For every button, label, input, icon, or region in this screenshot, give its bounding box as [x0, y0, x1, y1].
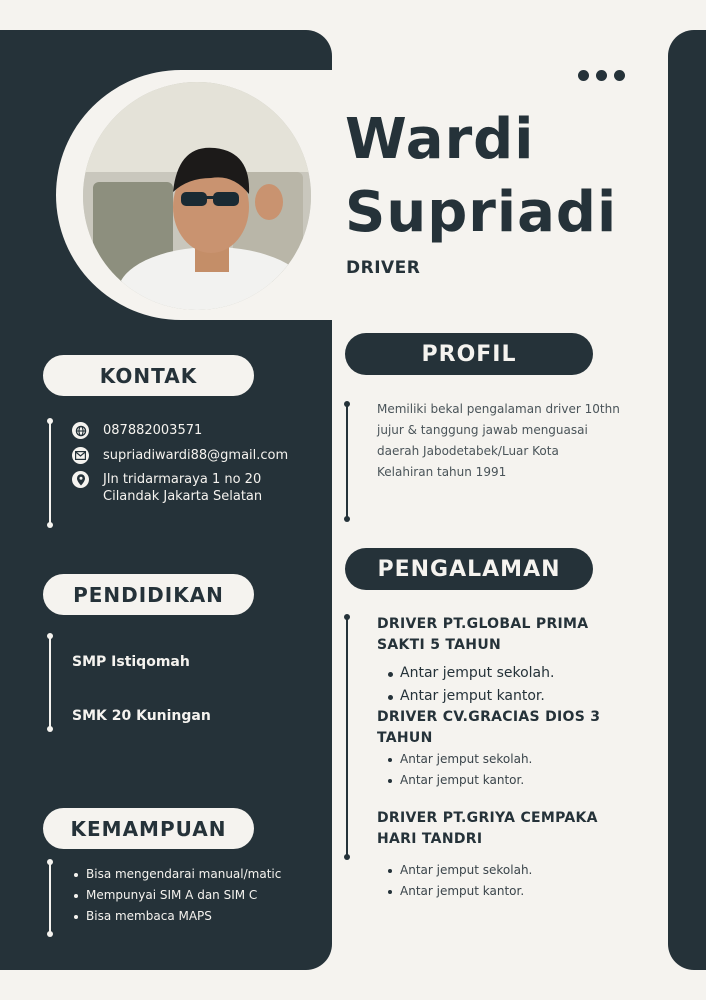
job-duty: Antar jemput kantor.	[386, 881, 532, 902]
experience-timeline	[346, 617, 348, 857]
contact-phone: 087882003571	[103, 423, 203, 438]
job-title-line: SAKTI 5 TAHUN	[377, 637, 502, 653]
profile-line: Kelahiran tahun 1991	[377, 465, 507, 479]
globe-icon	[72, 422, 89, 439]
education-item: SMP Istiqomah	[72, 654, 190, 670]
job-duty: Antar jemput sekolah.	[386, 662, 554, 685]
education-timeline	[49, 636, 51, 729]
education-heading: PENDIDIKAN	[43, 574, 254, 615]
job-duty: Antar jemput kantor.	[386, 770, 532, 791]
skills-heading: KEMAMPUAN	[43, 808, 254, 849]
job-title-line: DRIVER PT.GLOBAL PRIMA	[377, 616, 589, 632]
contact-email-row	[72, 447, 288, 464]
job-duties	[386, 662, 554, 708]
job-title-line: DRIVER PT.GRIYA CEMPAKA	[377, 810, 598, 826]
first-name: Wardi	[345, 107, 535, 172]
job-title-line: TAHUN	[377, 730, 433, 746]
profile-summary	[377, 399, 637, 483]
contact-address-line2: Cilandak Jakarta Selatan	[103, 489, 263, 504]
contact-phone-row	[72, 422, 202, 439]
job-duty: Antar jemput sekolah.	[386, 860, 532, 881]
job-title	[377, 614, 607, 656]
right-decorative-bar	[668, 30, 706, 970]
experience-heading: PENGALAMAN	[345, 548, 593, 590]
contact-heading: KONTAK	[43, 355, 254, 396]
profile-line: jujur & tanggung jawab menguasai	[377, 423, 588, 437]
profile-heading: PROFIL	[345, 333, 593, 375]
contact-address-line1: Jln tridarmaraya 1 no 20	[103, 472, 262, 487]
skill-item: Mempunyai SIM A dan SIM C	[72, 885, 281, 906]
job-title	[377, 808, 607, 850]
job-duty: Antar jemput kantor.	[386, 685, 554, 708]
contact-address-row	[72, 471, 262, 505]
job-duty: Antar jemput sekolah.	[386, 749, 532, 770]
mail-icon	[72, 447, 89, 464]
skill-item: Bisa membaca MAPS	[72, 906, 281, 927]
skills-list	[72, 864, 281, 927]
profile-photo	[83, 82, 311, 310]
job-role: DRIVER	[346, 258, 421, 278]
job-title-line: HARI TANDRI	[377, 831, 483, 847]
more-dots-icon	[578, 70, 625, 81]
education-item: SMK 20 Kuningan	[72, 708, 211, 724]
skill-item: Bisa mengendarai manual/matic	[72, 864, 281, 885]
job-duties	[386, 860, 532, 902]
profile-timeline	[346, 404, 348, 519]
location-pin-icon	[72, 471, 89, 488]
skills-timeline	[49, 862, 51, 934]
last-name: Supriadi	[345, 180, 618, 245]
contact-email: supriadiwardi88@gmail.com	[103, 448, 289, 463]
contact-timeline	[49, 421, 51, 525]
profile-line: Memiliki bekal pengalaman driver 10thn	[377, 402, 620, 416]
job-title-line: DRIVER CV.GRACIAS DIOS 3	[377, 709, 601, 725]
job-duties	[386, 749, 532, 791]
profile-line: daerah Jabodetabek/Luar Kota	[377, 444, 559, 458]
job-title	[377, 707, 607, 749]
